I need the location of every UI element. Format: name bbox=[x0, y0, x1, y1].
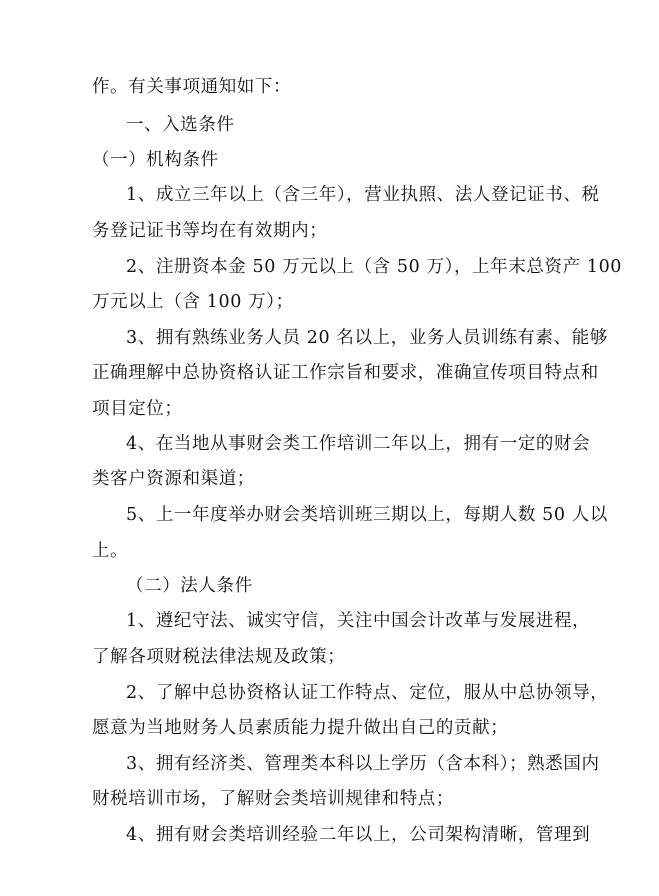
paragraph-line: 3、拥有熟练业务人员 20 名以上，业务人员训练有素、能够 bbox=[126, 328, 608, 348]
paragraph-line: 4、在当地从事财会类工作培训二年以上，拥有一定的财会 bbox=[126, 434, 591, 454]
paragraph-line: 3、拥有经济类、管理类本科以上学历（含本科）；熟悉国内 bbox=[126, 754, 600, 774]
paragraph-line: 财税培训市场，了解财会类培训规律和特点； bbox=[92, 789, 454, 809]
paragraph-line: 5、上一年度举办财会类培训班三期以上，每期人数 50 人以 bbox=[126, 505, 608, 525]
paragraph-line: 作。有关事项通知如下： bbox=[92, 77, 292, 97]
paragraph-line: 了解各项财税法律法规及政策； bbox=[92, 647, 346, 667]
paragraph-line: 上。 bbox=[92, 541, 129, 561]
paragraph-line: 2、了解中总协资格认证工作特点、定位，服从中总协领导， bbox=[126, 683, 609, 703]
section-heading: 一、入选条件 bbox=[126, 115, 235, 135]
paragraph-line: 1、遵纪守法、诚实守信，关注中国会计改革与发展进程， bbox=[126, 611, 591, 631]
paragraph-line: 4、拥有财会类培训经验二年以上，公司架构清晰，管理到 bbox=[126, 825, 591, 845]
paragraph-line: 愿意为当地财务人员素质能力提升做出自己的贡献； bbox=[92, 718, 509, 738]
paragraph-line: 万元以上（含 100 万）； bbox=[92, 292, 294, 312]
paragraph-line: 项目定位； bbox=[92, 399, 183, 419]
subsection-heading: （二）法人条件 bbox=[126, 576, 253, 596]
subsection-heading: （一）机构条件 bbox=[92, 150, 219, 170]
paragraph-line: 1、成立三年以上（含三年），营业执照、法人登记证书、税 bbox=[126, 185, 600, 205]
paragraph-line: 类客户资源和渠道； bbox=[92, 469, 255, 489]
paragraph-line: 2、注册资本金 50 万元以上（含 50 万），上年末总资产 100 bbox=[126, 257, 623, 277]
paragraph-line: 正确理解中总协资格认证工作宗旨和要求，准确宣传项目特点和 bbox=[92, 363, 599, 383]
paragraph-line: 务登记证书等均在有效期内； bbox=[92, 221, 328, 241]
